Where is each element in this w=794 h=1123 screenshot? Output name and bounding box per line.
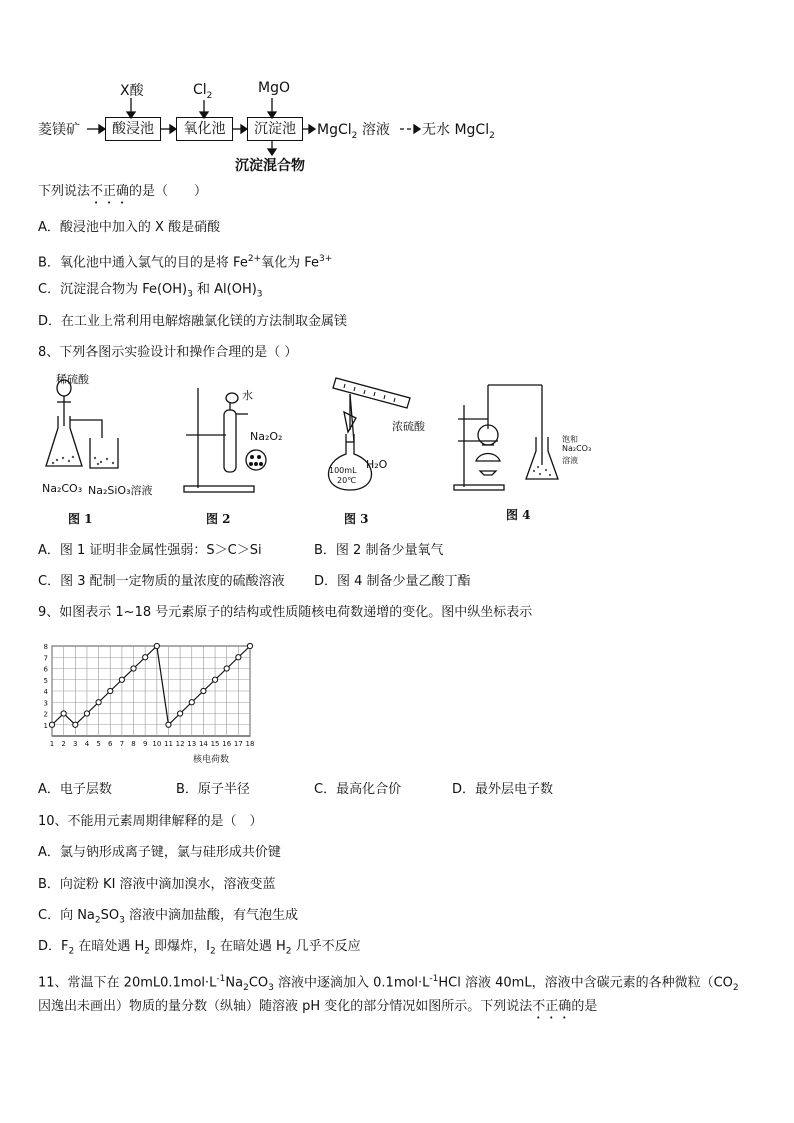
q8-option-a: A．图 1 证明非金属性强弱：S＞C＞Si <box>38 543 262 558</box>
q8-option-d: D．图 4 制备少量乙酸丁酯 <box>314 574 471 589</box>
q9-option-a: A．电子层数 <box>38 782 112 797</box>
mgo-reagent-label: MgO <box>258 80 290 96</box>
cl2-reagent-label: $Cl_2$ <box>193 82 213 101</box>
q8-option-b: B．图 2 制备少量氧气 <box>314 543 444 558</box>
data-point <box>143 655 148 660</box>
x-tick-label: 13 <box>187 740 197 748</box>
figure-3-drawing <box>310 372 420 497</box>
x-tick-label: 8 <box>131 740 136 748</box>
q11-line1: 11、常温下在 $20mL0.1mol\cdot L^{-1}Na_2CO_3$ 溶液中逐滴加入 $0.1mol\cdot L^{-1}HCl$ 溶液 40mL，溶液中含碳元素的各种微粒（$CO_2$ <box>38 974 739 993</box>
x-tick-label: 3 <box>73 740 78 748</box>
figure-3-flask-temp: 20℃ <box>337 476 357 485</box>
q9-stem: 9、如图表示 1~18 号元素原子的结构或性质随核电荷数递增的变化。图中纵坐标表示 <box>38 605 533 620</box>
q7-option-c: C．沉淀混合物为 $Fe(OH)_3$ 和 $Al(OH)_3$ <box>38 282 263 300</box>
data-point <box>201 688 206 693</box>
figure-4-label-line3: 溶液 <box>562 456 578 465</box>
x-tick-label: 2 <box>61 740 66 748</box>
q8-option-c: C．图 3 配制一定物质的量浓度的硫酸溶液 <box>38 574 285 589</box>
precipitate-mixture-label: 沉淀混合物 <box>235 158 305 174</box>
series-line <box>52 646 250 725</box>
q10-stem: 10、不能用元素周期律解释的是（ ） <box>38 814 263 829</box>
q9-line-chart <box>38 640 266 772</box>
q10-option-c: C．向 $Na_2SO_3$ 溶液中滴加盐酸，有气泡生成 <box>38 908 298 926</box>
y-tick-label: 6 <box>43 665 48 674</box>
q10-option-d: D．$F_2$ 在暗处遇 $H_2$ 即爆炸，$I_2$ 在暗处遇 $H_2$ 几乎不反应 <box>38 939 361 957</box>
x-tick-label: 11 <box>164 740 173 748</box>
data-point <box>236 655 241 660</box>
figure-2-reagent-label: Na₂O₂ <box>250 430 283 443</box>
data-point <box>119 677 124 682</box>
q8-stem: 8、下列各图示实验设计和操作合理的是（ ） <box>38 345 298 360</box>
x-axis-label: 核电荷数 <box>192 755 230 765</box>
x-tick-label: 16 <box>222 740 232 748</box>
data-point <box>166 722 171 727</box>
q7-stem: 下列说法不正确的是（ ） <box>38 184 208 199</box>
flow-arrows <box>0 0 794 180</box>
x-tick-label: 9 <box>142 740 148 748</box>
x-tick-label: 18 <box>245 740 255 748</box>
data-point <box>96 700 101 705</box>
acid-reagent-label: X酸 <box>120 83 144 99</box>
x-tick-label: 5 <box>96 740 101 748</box>
data-point <box>61 711 66 716</box>
data-point <box>49 722 54 727</box>
figure-3-water-label: H₂O <box>366 458 388 471</box>
q10-option-b: B．向淀粉 KI 溶液中滴加溴水，溶液变蓝 <box>38 877 276 892</box>
precipitation-tank: 沉淀池 <box>247 117 303 141</box>
ore-label: 菱镁矿 <box>38 122 80 138</box>
data-point <box>189 700 194 705</box>
y-tick-label: 3 <box>43 699 48 708</box>
x-tick-label: 12 <box>175 740 185 748</box>
figure-3-caption: 图 3 <box>344 512 369 526</box>
figure-1-left-label: Na₂CO₃ <box>42 482 83 495</box>
x-tick-label: 1 <box>49 740 55 748</box>
figure-2-caption: 图 2 <box>206 512 231 526</box>
figure-1-acid-label: 稀硫酸 <box>56 373 89 386</box>
data-point <box>154 643 159 648</box>
q10-option-a: A．氯与钠形成离子键，氯与硅形成共价键 <box>38 845 281 860</box>
data-point <box>212 677 217 682</box>
data-point <box>73 722 78 727</box>
y-tick-label: 5 <box>43 676 48 685</box>
figure-1-right-label: Na₂SiO₃溶液 <box>88 484 153 497</box>
data-point <box>178 711 183 716</box>
q9-option-c: C．最高化合价 <box>314 782 402 797</box>
figure-4-label-line2: Na₂CO₃ <box>562 444 592 453</box>
data-point <box>247 643 252 648</box>
q9-option-b: B．原子半径 <box>176 782 250 797</box>
oxidation-tank: 氧化池 <box>176 117 233 141</box>
q11-line2: 因逸出未画出）物质的量分数（纵轴）随溶液 pH 变化的部分情况如图所示。下列说法不正确的是 <box>38 999 598 1014</box>
q9-option-d: D．最外层电子数 <box>452 782 554 797</box>
x-tick-label: 15 <box>210 740 220 748</box>
y-tick-label: 1 <box>43 721 48 730</box>
data-point <box>224 666 229 671</box>
y-tick-label: 2 <box>43 710 48 719</box>
q7-option-a: A．酸浸池中加入的 X 酸是硝酸 <box>38 220 221 235</box>
x-tick-label: 10 <box>152 740 162 748</box>
acid-leach-tank: 酸浸池 <box>105 117 161 141</box>
figure-3-acid-label: 浓硫酸 <box>392 420 425 433</box>
data-point <box>84 711 89 716</box>
figure-2-water-label: 水 <box>242 389 253 402</box>
y-tick-label: 8 <box>43 643 48 651</box>
x-tick-label: 17 <box>233 740 243 748</box>
y-tick-label: 4 <box>43 688 48 696</box>
q7-option-b: B．氧化池中通入氯气的目的是将 $Fe^{2+}$氧化为 $Fe^{3+}$ <box>38 254 333 271</box>
figure-4-drawing <box>450 375 570 495</box>
figure-1-drawing <box>40 368 140 480</box>
anhydrous-mgcl2-label: 无水 MgCl$_2$ <box>422 122 495 141</box>
y-tick-label: 7 <box>43 654 48 663</box>
mgcl2-solution-label: MgCl$_2$ 溶液 <box>317 122 390 141</box>
figure-4-caption: 图 4 <box>506 508 531 522</box>
data-point <box>131 666 136 671</box>
x-tick-label: 6 <box>108 740 113 748</box>
figure-3-flask-volume: 100mL <box>329 466 357 475</box>
x-tick-label: 7 <box>119 740 125 748</box>
q7-option-d: D．在工业上常利用电解熔融氯化镁的方法制取金属镁 <box>38 314 348 329</box>
data-point <box>108 688 113 693</box>
figure-4-label-line1: 饱和 <box>562 435 578 444</box>
figure-1-caption: 图 1 <box>68 512 93 526</box>
x-tick-label: 4 <box>84 740 90 748</box>
x-tick-label: 14 <box>198 740 208 748</box>
